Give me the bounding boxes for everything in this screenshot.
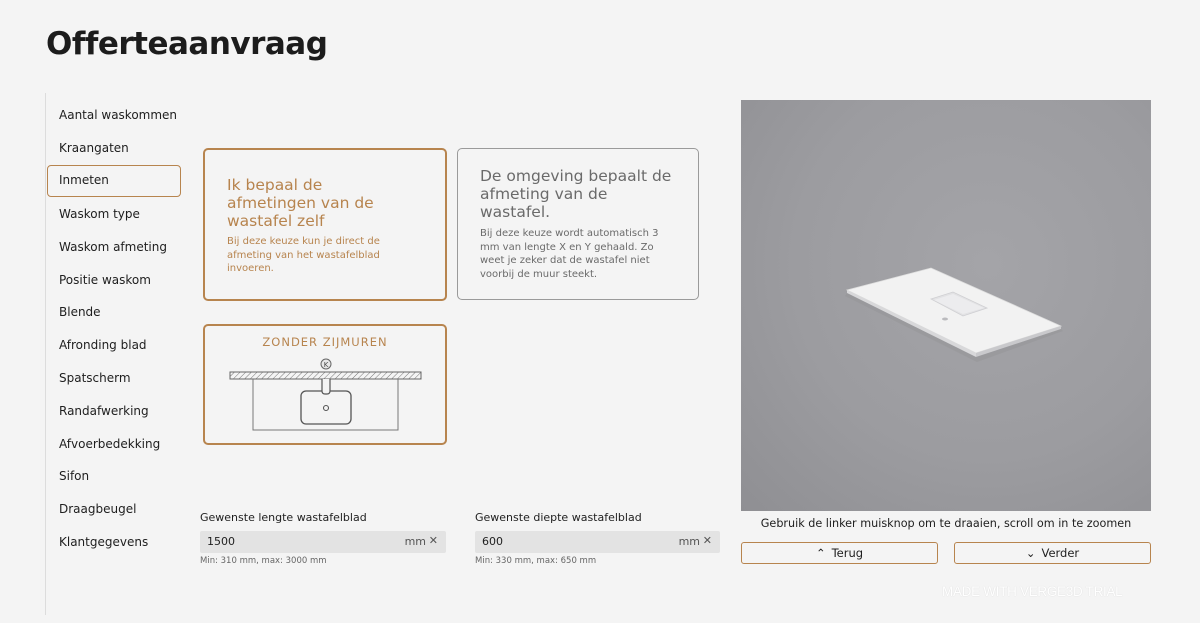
option-desc-line: afmeting van het wastafelblad bbox=[227, 249, 380, 261]
option-desc-line: invoeren. bbox=[227, 263, 274, 274]
washbasin-diagram bbox=[203, 324, 447, 445]
option-desc-line: voorbij de muur steekt. bbox=[480, 268, 598, 280]
page-title: Offerteaanvraag bbox=[46, 26, 328, 62]
option-card-self-measure[interactable] bbox=[203, 148, 447, 301]
depth-field-hint: Min: 330 mm, max: 650 mm bbox=[475, 556, 597, 566]
clear-icon[interactable]: ✕ bbox=[428, 534, 438, 547]
sidebar-item-afronding-blad[interactable]: Afronding blad bbox=[59, 338, 147, 352]
option-heading-line: De omgeving bepaalt de bbox=[480, 167, 672, 185]
verge3d-watermark: MADE WITH VERGE3D TRIAL bbox=[942, 584, 1123, 599]
sidebar-item-spatscherm[interactable]: Spatscherm bbox=[59, 371, 131, 385]
sidebar-item-inmeten[interactable]: Inmeten bbox=[47, 165, 181, 197]
option-heading-line: afmeting van de bbox=[480, 185, 608, 203]
sidebar-item-kraangaten[interactable]: Kraangaten bbox=[59, 141, 129, 155]
preview-title: ZONDER ZIJMUREN bbox=[262, 335, 388, 349]
sidebar-item-klantgegevens[interactable]: Klantgegevens bbox=[59, 535, 149, 549]
length-field[interactable] bbox=[200, 531, 446, 553]
viewer-hint: Gebruik de linker muisknop om te draaien, scroll om in te zoomen bbox=[760, 517, 1132, 530]
back-button-label: Terug bbox=[831, 545, 864, 560]
sidebar-item-blende[interactable]: Blende bbox=[59, 305, 101, 319]
length-field-hint: Min: 310 mm, max: 3000 mm bbox=[200, 556, 327, 566]
length-field-value[interactable]: 1500 bbox=[207, 535, 235, 548]
option-heading-line: afmetingen van de bbox=[227, 194, 374, 212]
back-button[interactable] bbox=[741, 542, 938, 564]
chevron-up-icon: ⌃ bbox=[815, 545, 826, 560]
depth-field-label: Gewenste diepte wastafelblad bbox=[475, 511, 642, 524]
sidebar-item-aantal-waskommen[interactable]: Aantal waskommen bbox=[59, 108, 178, 122]
depth-field-unit: mm bbox=[678, 535, 700, 548]
washbasin-3d-model bbox=[741, 100, 1151, 511]
sidebar-item-draagbeugel[interactable]: Draagbeugel bbox=[59, 502, 137, 516]
next-button[interactable] bbox=[954, 542, 1151, 564]
basin-outline bbox=[301, 391, 351, 424]
3d-viewer[interactable] bbox=[741, 100, 1151, 511]
option-desc-line: weet je zeker dat de wastafel niet bbox=[480, 255, 650, 266]
sidebar-item-positie-waskom[interactable]: Positie waskom bbox=[59, 273, 151, 287]
drain bbox=[323, 405, 328, 410]
next-button-label: Verder bbox=[1041, 545, 1080, 560]
sidebar-item-waskom-type[interactable]: Waskom type bbox=[59, 207, 140, 221]
depth-field-value[interactable]: 600 bbox=[482, 535, 503, 548]
option-heading-line: Ik bepaal de bbox=[227, 176, 323, 194]
sidebar-item-waskom-afmeting[interactable]: Waskom afmeting bbox=[59, 240, 167, 254]
clear-icon[interactable]: ✕ bbox=[702, 534, 712, 547]
wall-config-preview[interactable] bbox=[203, 324, 447, 445]
option-desc-line: Bij deze keuze kun je direct de bbox=[227, 236, 380, 247]
countertop-slab bbox=[230, 372, 421, 379]
sidebar-item-randafwerking[interactable]: Randafwerking bbox=[59, 404, 149, 418]
chevron-down-icon: ⌄ bbox=[1025, 545, 1036, 560]
option-desc-line: Bij deze keuze wordt automatisch 3 bbox=[480, 228, 659, 239]
option-heading-line: wastafel zelf bbox=[227, 212, 325, 230]
tap bbox=[322, 379, 330, 394]
length-field-label: Gewenste lengte wastafelblad bbox=[200, 511, 367, 524]
length-field-unit: mm bbox=[404, 535, 426, 548]
option-card-environment-measure[interactable] bbox=[457, 148, 699, 300]
option-desc-line: mm van lengte X en Y gehaald. Zo bbox=[480, 241, 654, 253]
sidebar-item-afvoerbedekking[interactable]: Afvoerbedekking bbox=[59, 437, 161, 451]
sidebar-item-sifon[interactable]: Sifon bbox=[59, 469, 90, 483]
tap-marker-label: K bbox=[323, 360, 328, 369]
depth-field[interactable] bbox=[475, 531, 720, 553]
drain-hole bbox=[942, 318, 948, 321]
option-heading-line: wastafel. bbox=[480, 203, 551, 221]
